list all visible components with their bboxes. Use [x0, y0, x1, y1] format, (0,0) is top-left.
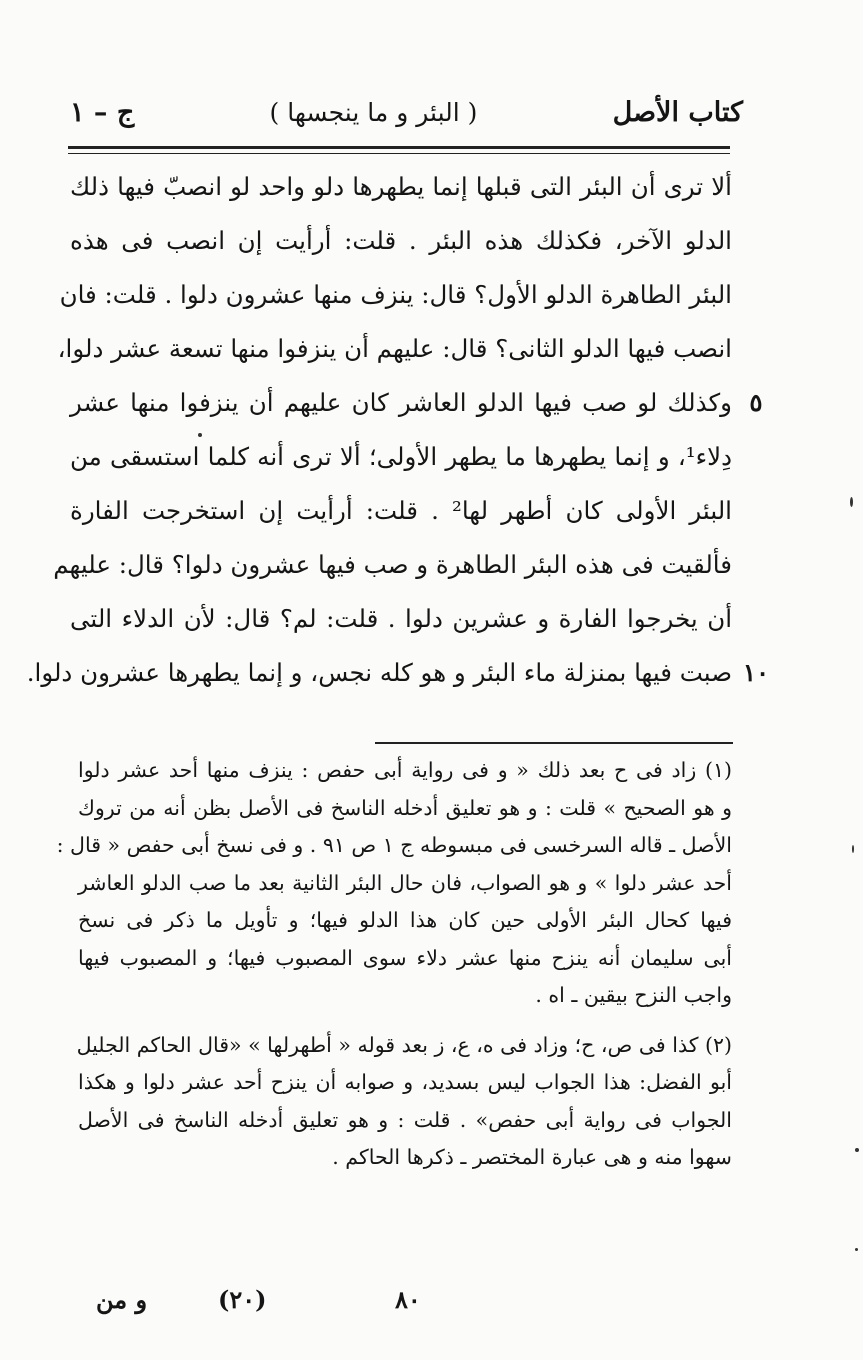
- line-text: الدلو الآخر، فكذلك هذه البئر . قلت: أرأيت إن انصب فى هذه: [70, 226, 732, 255]
- catchword: و من: [96, 1285, 148, 1314]
- line-number: ١٠: [742, 658, 770, 687]
- footnote-line: و هو الصحيح » قلت : و هو تعليق أدخله الناسخ فى الأصل بظن أنه من تروك: [78, 795, 732, 820]
- print-signature: (٢٠): [218, 1285, 267, 1314]
- footnote-line: (٢) كذا فى ص، ح؛ وزاد فى ه، ع، ز بعد قوله « أطهرلها » «قال الحاكم الجليل: [76, 1032, 732, 1057]
- footnote-line: واجب النزح بيقين ـ اه .: [535, 983, 732, 1007]
- book-title: كتاب الأصل: [612, 96, 743, 128]
- footnote-2: [78, 1027, 732, 1177]
- footnote-line: الجواب فى رواية أبى حفص» . قلت : و هو تعليق أدخله الناسخ فى الأصل: [78, 1107, 732, 1132]
- text-line: [26, 646, 770, 700]
- text-line: [70, 592, 732, 646]
- scan-speck: [198, 433, 202, 437]
- line-text: فألقيت فى هذه البئر الطاهرة و صب فيها عشرون دلوا؟ قال: عليهم: [53, 550, 732, 579]
- line-text: ألا ترى أن البئر التى قبلها إنما يطهرها دلو واحد لو انصبّ فيها ذلك: [70, 172, 732, 201]
- page-number: ٨٠: [395, 1285, 421, 1314]
- main-text: [26, 160, 770, 700]
- text-line: [70, 484, 732, 538]
- running-header: [70, 88, 743, 136]
- line-text: صبت فيها بمنزلة ماء البئر و هو كله نجس، و إنما يطهرها عشرون دلوا.: [26, 658, 732, 687]
- scan-speck: [852, 845, 854, 853]
- header-rule-thin: [68, 153, 730, 154]
- line-text: البئر الأولى كان أطهر لها² . قلت: أرأيت إن استخرجت الفارة: [70, 496, 732, 525]
- text-line: [59, 268, 732, 322]
- text-line: [70, 160, 732, 214]
- scan-speck: [855, 1148, 859, 1152]
- footnotes: [56, 752, 732, 1177]
- footnote-line: أحد عشر دلوا » و هو الصواب، فان حال البئر الثانية بعد ما صب الدلو العاشر: [78, 870, 732, 895]
- text-line: [70, 376, 763, 430]
- scan-speck: [850, 497, 853, 507]
- footnote-line: الأصل ـ قاله السرخسى فى مبسوطه ج ١ ص ٩١ . و فى نسخ أبى حفص « قال :: [56, 833, 732, 857]
- volume-label: ج – ١: [70, 96, 135, 128]
- footnote-1: [56, 752, 732, 1015]
- footnote-line: أبى سليمان أنه ينزح منها عشر دلاء سوى المصبوب فيها؛ و المصبوب فيها: [78, 945, 732, 970]
- line-text: وكذلك لو صب فيها الدلو العاشر كان عليهم أن ينزفوا منها عشر: [70, 388, 732, 417]
- line-text: دِلاء¹، و إنما يطهرها ما يطهر الأولى؛ ألا ترى أنه كلما استسقى من: [70, 442, 732, 471]
- text-line: [70, 214, 732, 268]
- line-text: أن يخرجوا الفارة و عشرين دلوا . قلت: لم؟ قال: لأن الدلاء التى: [70, 604, 732, 633]
- footnote-line: أبو الفضل: هذا الجواب ليس بسديد، و صوابه أن ينزح أحد عشر دلوا و هكذا: [78, 1070, 732, 1094]
- footnote-line: فيها كحال البئر الأولى حين كان هذا الدلو فيها؛ و تأويل ما ذكر فى نسخ: [78, 908, 732, 932]
- text-line: [57, 322, 732, 376]
- line-text: البئر الطاهرة الدلو الأول؟ قال: ينزف منها عشرون دلوا . قلت: فان: [59, 280, 732, 309]
- line-text: انصب فيها الدلو الثانى؟ قال: عليهم أن ينزفوا منها تسعة عشر دلوا،: [57, 334, 732, 363]
- text-line: [53, 538, 732, 592]
- scan-speck: [855, 1248, 858, 1251]
- footnote-line: (١) زاد فى ح بعد ذلك « و فى رواية أبى حفص : ينزف منها أحد عشر دلوا: [78, 758, 732, 782]
- footnote-line: سهوا منه و هى عبارة المختصر ـ ذكرها الحاكم .: [332, 1145, 732, 1169]
- line-number: ٥: [749, 388, 763, 417]
- header-rule-thick: [68, 146, 730, 149]
- footnote-separator: [375, 742, 733, 744]
- chapter-title: ( البئر و ما ينجسها ): [269, 97, 478, 127]
- text-line: [70, 430, 732, 484]
